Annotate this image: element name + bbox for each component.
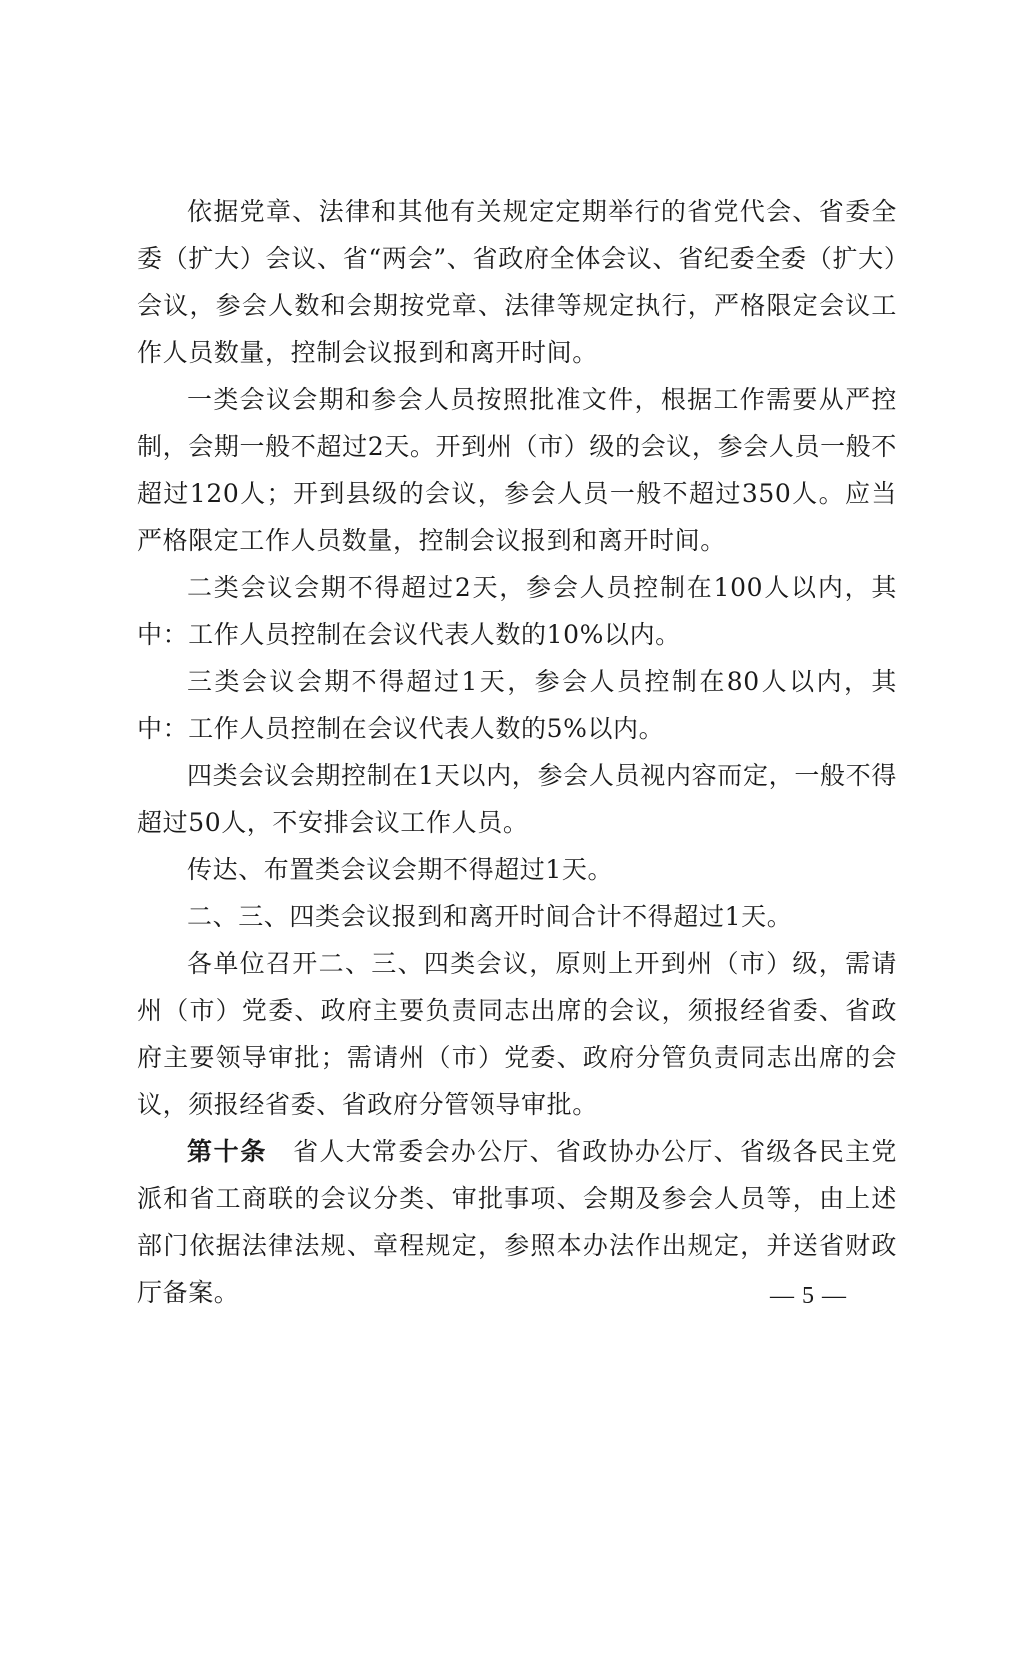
article-label: 第十条 [187, 1137, 268, 1166]
paragraph-class-two-meetings: 二类会议会期不得超过2天，参会人员控制在100人以内，其中：工作人员控制在会议代表人数的10%以内。 [137, 573, 897, 649]
paragraph-registration-time: 二、三、四类会议报到和离开时间合计不得超过1天。 [187, 902, 793, 931]
article-text: 省人大常委会办公厅、省政协办公厅、省级各民主党派和省工商联的会议分类、审批事项、会期及参会人员等，由上述部门依据法律法规、章程规定，参照本办法作出规定，并送省财政厅备案。 [137, 1137, 897, 1307]
paragraph-class-three-meetings: 三类会议会期不得超过1天，参会人员控制在80人以内，其中：工作人员控制在会议代表人数的5%以内。 [137, 667, 897, 743]
paragraph-approval-rules: 各单位召开二、三、四类会议，原则上开到州（市）级，需请州（市）党委、政府主要负责同志出席的会议，须报经省委、省政府主要领导审批；需请州（市）党委、政府分管负责同志出席的会议，须报经省委、省政府分管领导审批。 [137, 949, 897, 1119]
paragraph-class-one-meetings: 一类会议会期和参会人员按照批准文件，根据工作需要从严控制，会期一般不超过2天。开到州（市）级的会议，参会人员一般不超过120人；开到县级的会议，参会人员一般不超过350人。应当严格限定工作人员数量，控制会议报到和离开时间。 [137, 385, 897, 555]
paragraph-class-four-meetings: 四类会议会期控制在1天以内，参会人员视内容而定，一般不得超过50人，不安排会议工作人员。 [137, 761, 897, 837]
page-number: — 5 — [770, 1283, 847, 1309]
paragraph-statutory-meetings: 依据党章、法律和其他有关规定定期举行的省党代会、省委全委（扩大）会议、省“两会”、省政府全体会议、省纪委全委（扩大）会议，参会人数和会期按党章、法律等规定执行，严格限定会议工作人员数量，控制会议报到和离开时间。 [137, 197, 897, 367]
document-body [137, 188, 897, 1316]
paragraph-briefing-meetings: 传达、布置类会议会期不得超过1天。 [187, 855, 614, 884]
